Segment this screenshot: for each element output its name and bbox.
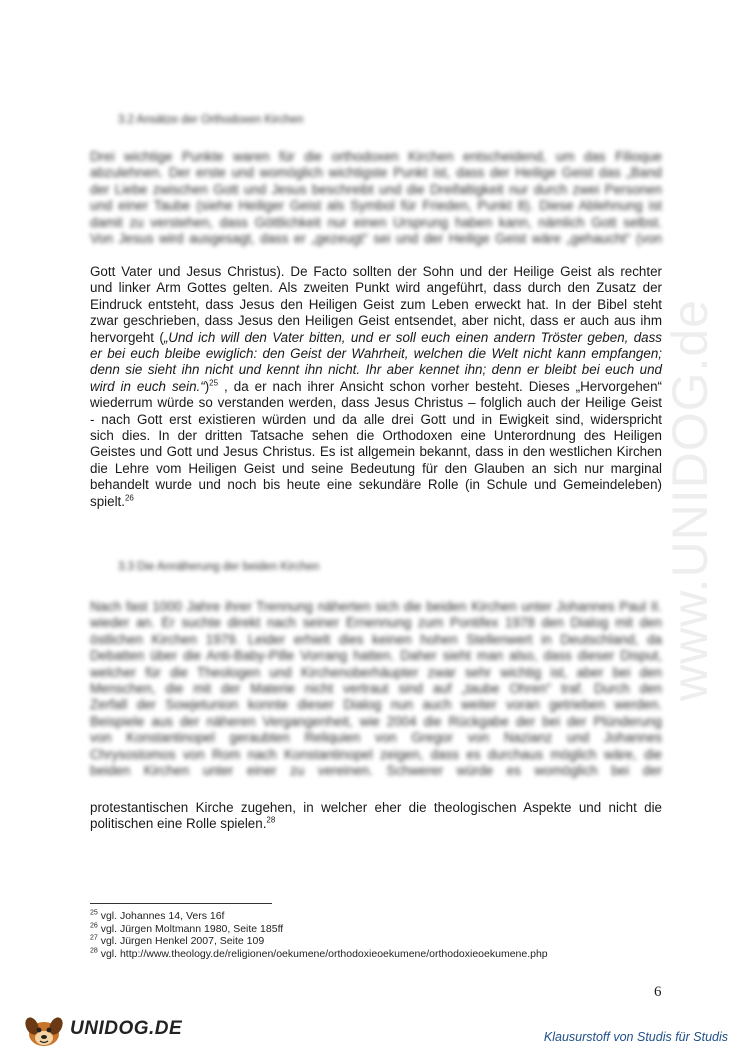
blurred-line: der Liebe zwischen Gott und Jesus beschreibt und die Dreifaltigkeit nur durch zwei Personen xyxy=(90,181,662,197)
blurred-line: Debatten über die Anti-Baby-Pille Vorrang hatten. Daher sieht man also, dass dieser Disput, xyxy=(90,648,662,664)
text-line xyxy=(90,362,662,378)
blurred-line: Chrysostomos von Rom nach Konstantinopel zeigen, dass es durchaus möglich wäre, die xyxy=(90,746,662,762)
text-segment: ) xyxy=(204,378,210,394)
blurred-line: Nach fast 1000 Jahre ihrer Trennung näherten sich die beiden Kirchen unter Johannes Paul II. xyxy=(90,599,662,614)
blurred-line: und einer Taube (siehe Heiliger Geist als Symbol für Frieden, Punkt 8). Diese Ablehnung ist xyxy=(90,198,662,214)
footnote-ref-26: 26 xyxy=(124,493,134,503)
text-line xyxy=(90,330,662,346)
blurred-line: welcher für die Theologen und Kirchenoberhäupter zwar sehr wichtig ist, aber bei den xyxy=(90,664,662,680)
text-line xyxy=(90,816,662,832)
unidog-logo xyxy=(22,1010,182,1052)
section-heading-3-2: 3.2 Ansätze der Orthodoxen Kirchen xyxy=(118,114,304,126)
footnote-text: vgl. Jürgen Henkel 2007, Seite 109 xyxy=(97,935,265,948)
text-segment: , da er nach ihrer Ansicht schon vorher besteht. Dieses „Hervorgehen“ xyxy=(218,378,662,394)
text-line: die Lehre vom Heiligen Geist und seine Bedeutung für den Glauben an sich nur marginal xyxy=(90,460,662,476)
logo-text: UNIDOG.DE xyxy=(70,1018,183,1039)
paragraph-section-3-2 xyxy=(90,264,662,510)
text-line: protestantischen Kirche zugehen, in welcher eher die theologischen Aspekte und nicht die xyxy=(90,800,662,815)
footnote-28 xyxy=(90,948,548,961)
blurred-paragraph-2 xyxy=(90,599,662,779)
text-line xyxy=(90,346,662,362)
blurred-line: Menschen, die mit der Materie nicht vertraut sind auf „taube Ohren“ traf. Durch den xyxy=(90,681,662,697)
blurred-line: damit zu verstehen, dass Göttlichkeit nur einen Ursprung haben kann, nämlich Gott selbst. xyxy=(90,214,662,230)
bible-quote: „Und ich will den Vater bitten, und er soll euch einen andern Tröster geben, dass xyxy=(163,329,662,345)
text-line xyxy=(90,379,662,395)
footnotes xyxy=(90,910,548,960)
bible-quote: er bei euch bleibe ewiglich: den Geist der Wahrheit, welchen die Welt nicht kann empfangen; xyxy=(90,346,662,362)
text-line: Eindruck entsteht, dass Jesus den Heiligen Geist zum Leben erweckt hat. In der Bibel steht xyxy=(90,296,662,312)
blurred-line: Zerfall der Sowjetunion konnte dieser Dialog nun auch weiter voran getrieben werden. xyxy=(90,697,662,713)
dog-icon xyxy=(22,1010,68,1050)
blurred-line: wieder an. Er suchte direkt nach seiner Ernennung zum Pontifex 1978 den Dialog mit den xyxy=(90,615,662,631)
footnote-26 xyxy=(90,923,548,936)
paragraph-section-3-3 xyxy=(90,800,662,833)
text-line: wiederrum würde so verstanden werden, dass Jesus Christus – folglich auch der Heilige Geist xyxy=(90,395,662,411)
text-line: behandelt wurde und noch bis heute eine sekundäre Rolle (in Schule und Gemeindeleben) xyxy=(90,477,662,493)
blurred-line: östlichen Kirchen 1979. Leider erhielt dies keinen hohen Stellenwert in Deutschland, da xyxy=(90,631,662,647)
blurred-paragraph-1 xyxy=(90,149,662,247)
footnote-divider xyxy=(90,903,272,904)
text-segment: politischen eine Rolle spielen. xyxy=(90,816,267,832)
footnote-text: vgl. Jürgen Moltmann 1980, Seite 185ff xyxy=(97,922,284,935)
blurred-line: Von Jesus wird ausgesagt, dass er „gezeugt“ sei und der Heilige Geist wäre „gehaucht“ (von xyxy=(90,231,662,247)
blurred-line: Beispiele aus der näheren Vergangenheit, wie 2004 die Rückgabe der bei der Plünderung xyxy=(90,713,662,729)
text-line: Geistes und Gott und Jesus Christus. Es ist allgemein bekannt, dass in den westlichen Kirchen xyxy=(90,444,662,460)
footnote-number: 26 xyxy=(90,922,98,930)
footer-claim: Klausurstoff von Studis für Studis xyxy=(543,1030,728,1044)
footnote-number: 25 xyxy=(90,909,98,917)
footnote-25 xyxy=(90,910,548,923)
footnote-text: vgl. http://www.theology.de/religionen/oekumene/orthodoxieoekumene/orthodoxieoekumene.php xyxy=(97,947,548,960)
text-line: sich dies. In der dritten Tatsache sehen die Orthodoxen eine Unterordnung des Heiligen xyxy=(90,428,662,444)
bible-quote: wird in euch sein.“ xyxy=(90,378,205,394)
watermark-text: www.UNIDOG.de xyxy=(662,299,718,701)
text-line: zwar geschrieben, dass Jesus den Heiligen Geist entsendet, aber nicht, dass er auch aus ihm xyxy=(90,313,662,329)
blurred-line: beiden Kirchen unter einer zu vereinen. Schwerer würde es womöglich bei der xyxy=(90,763,662,779)
footnote-number: 27 xyxy=(90,934,98,942)
bible-quote: denn sie sieht ihn nicht und kennt ihn nicht. Ihr aber kennet ihn; denn er bleibt bei euch und xyxy=(90,362,662,378)
text-line xyxy=(90,494,662,510)
footnote-ref-25: 25 xyxy=(209,378,219,388)
blurred-line: Drei wichtige Punkte waren für die orthodoxen Kirchen entscheidend, um das Filioque xyxy=(90,149,662,164)
footnote-number: 28 xyxy=(90,947,98,955)
section-heading-3-3: 3.3 Die Annäherung der beiden Kirchen xyxy=(118,561,320,573)
text-segment: spielt. xyxy=(90,493,125,509)
text-line: und linker Arm Gottes gelten. Als zweiten Punkt wird angeführt, dass durch den Zusatz der xyxy=(90,280,662,296)
text-line: Gott Vater und Jesus Christus). De Facto sollten der Sohn und der Heilige Geist als rechter xyxy=(90,264,662,279)
text-line: - nach Gott erst existieren würden und da alle drei Gott und in Ewigkeit sind, widerspricht xyxy=(90,411,662,427)
blurred-line: abzulehnen. Der erste und womöglich wichtigste Punkt ist, dass der Heilige Geist das „Band xyxy=(90,165,662,181)
page-number: 6 xyxy=(654,984,662,1000)
blurred-line: von Konstantinopel geraubten Reliquien von Gregor von Nazianz und Johannes xyxy=(90,730,662,746)
footnote-27 xyxy=(90,935,548,948)
text-segment: hervorgeht ( xyxy=(90,329,164,345)
footnote-ref-28: 28 xyxy=(266,815,276,825)
footnote-text: vgl. Johannes 14, Vers 16f xyxy=(97,910,225,922)
